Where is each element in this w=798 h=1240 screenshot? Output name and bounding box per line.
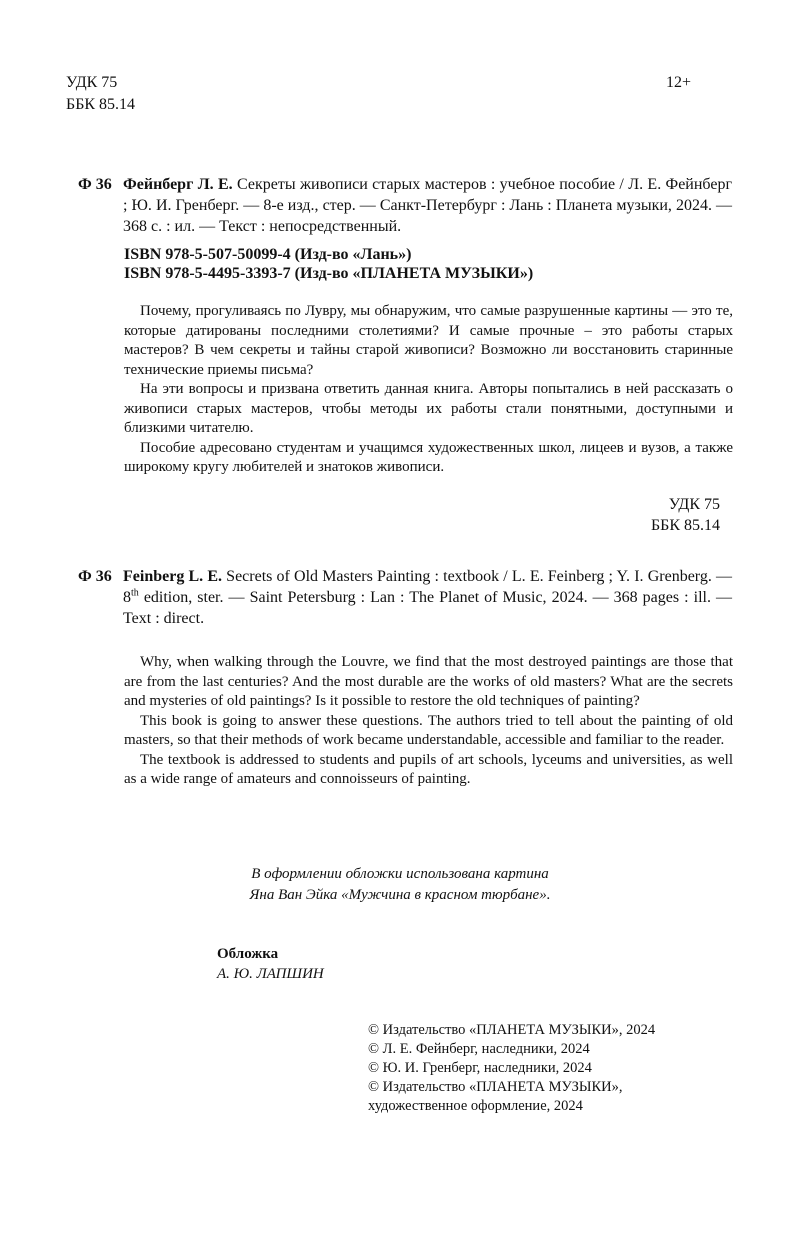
cover-designer-name: А. Ю. ЛАПШИН xyxy=(217,966,324,982)
cover-note-line: В оформлении обложки использована картина xyxy=(251,866,549,882)
top-classification-codes xyxy=(66,72,135,116)
en-author: Feinberg L. E. xyxy=(123,568,222,585)
ru-bibliographic-text: Секреты живописи старых мастеров : учебное пособие / Л. Е. Фейнберг ; Ю. И. Гренберг. — 8-е изд., стер. — Санкт-Петербург : Лань : Планета музыки, 2024. — 368 с. : ил. — Текст : непосредственный. xyxy=(123,176,733,235)
udk-code: УДК 75 xyxy=(66,74,118,91)
ordinal-suffix: th xyxy=(131,587,139,599)
copyright-block xyxy=(368,1021,655,1116)
en-annotation-paragraph: The textbook is addressed to students and pupils of art schools, lyceums and universities, as well as a wide range of amateurs and connoisseurs of painting. xyxy=(124,751,733,787)
en-bibliographic-text-2: edition, ster. — Saint Petersburg : Lan : The Planet of Music, 2024. — 368 pages : ill. — Text : direct. xyxy=(123,589,732,627)
isbn-planeta: ISBN 978-5-4495-3393-7 (Изд-во «ПЛАНЕТА МУЗЫКИ») xyxy=(124,265,534,282)
en-bibliographic-text-1: Secrets of Old Masters Painting : textbook / L. E. Feinberg ; Y. I. Grenberg. — 8 xyxy=(123,568,732,606)
cover-note-line: Яна Ван Эйка «Мужчина в красном тюрбане». xyxy=(249,887,551,903)
udk-code-right: УДК 75 xyxy=(668,496,720,513)
cover-illustration-note xyxy=(200,864,600,906)
isbn-block xyxy=(124,245,533,283)
author-code: Ф 36 xyxy=(78,176,112,193)
copyright-line: художественное оформление, 2024 xyxy=(368,1098,583,1114)
ru-author: Фейнберг Л. Е. xyxy=(123,176,233,193)
copyright-line: © Издательство «ПЛАНЕТА МУЗЫКИ», xyxy=(368,1079,623,1095)
copyright-line: © Издательство «ПЛАНЕТА МУЗЫКИ», 2024 xyxy=(368,1022,656,1038)
isbn-lan: ISBN 978-5-507-50099-4 (Изд-во «Лань») xyxy=(124,246,412,263)
ru-catalog-entry xyxy=(78,174,732,237)
cover-credit xyxy=(217,944,324,984)
ru-annotation-paragraph: Пособие адресовано студентам и учащимся художественных школ, лицеев и вузов, а также широкому кругу любителей и знатоков живописи. xyxy=(124,439,733,475)
bbk-code: ББК 85.14 xyxy=(66,96,136,113)
en-catalog-entry xyxy=(78,566,732,629)
en-annotation-paragraph: This book is going to answer these questions. The authors tried to tell about the painting of old masters, so that their methods of work became understandable, accessible and familiar to the reader. xyxy=(124,712,733,748)
bbk-code-right: ББК 85.14 xyxy=(650,517,720,534)
author-code-en: Ф 36 xyxy=(78,568,112,585)
ru-annotation xyxy=(124,302,733,478)
age-rating: 12+ xyxy=(666,74,692,91)
ru-annotation-paragraph: Почему, прогуливаясь по Лувру, мы обнаружим, что самые разрушенные картины — это те, которые датированы последними столетиями? И самые прочные – это работы старых мастеров? В чем секреты и тайны старой живописи? Возможно ли восстановить старинные технические приемы письма? xyxy=(124,303,733,378)
en-annotation xyxy=(124,653,733,790)
en-annotation-paragraph: Why, when walking through the Louvre, we find that the most destroyed paintings are those that are from the last centuries? And the most durable are the works of old masters? What are the secrets and mysteries of old paintings? Is it possible to restore the old techniques of painting? xyxy=(124,654,733,709)
copyright-line: © Ю. И. Гренберг, наследники, 2024 xyxy=(368,1060,592,1076)
copyright-line: © Л. Е. Фейнберг, наследники, 2024 xyxy=(368,1041,590,1057)
right-classification-codes xyxy=(600,494,720,536)
ru-annotation-paragraph: На эти вопросы и призвана ответить данная книга. Авторы попытались в ней рассказать о живописи старых мастеров, чтобы методы их работы стали понятными, доступными и близкими читателю. xyxy=(124,381,733,436)
cover-credit-label: Обложка xyxy=(217,946,279,962)
